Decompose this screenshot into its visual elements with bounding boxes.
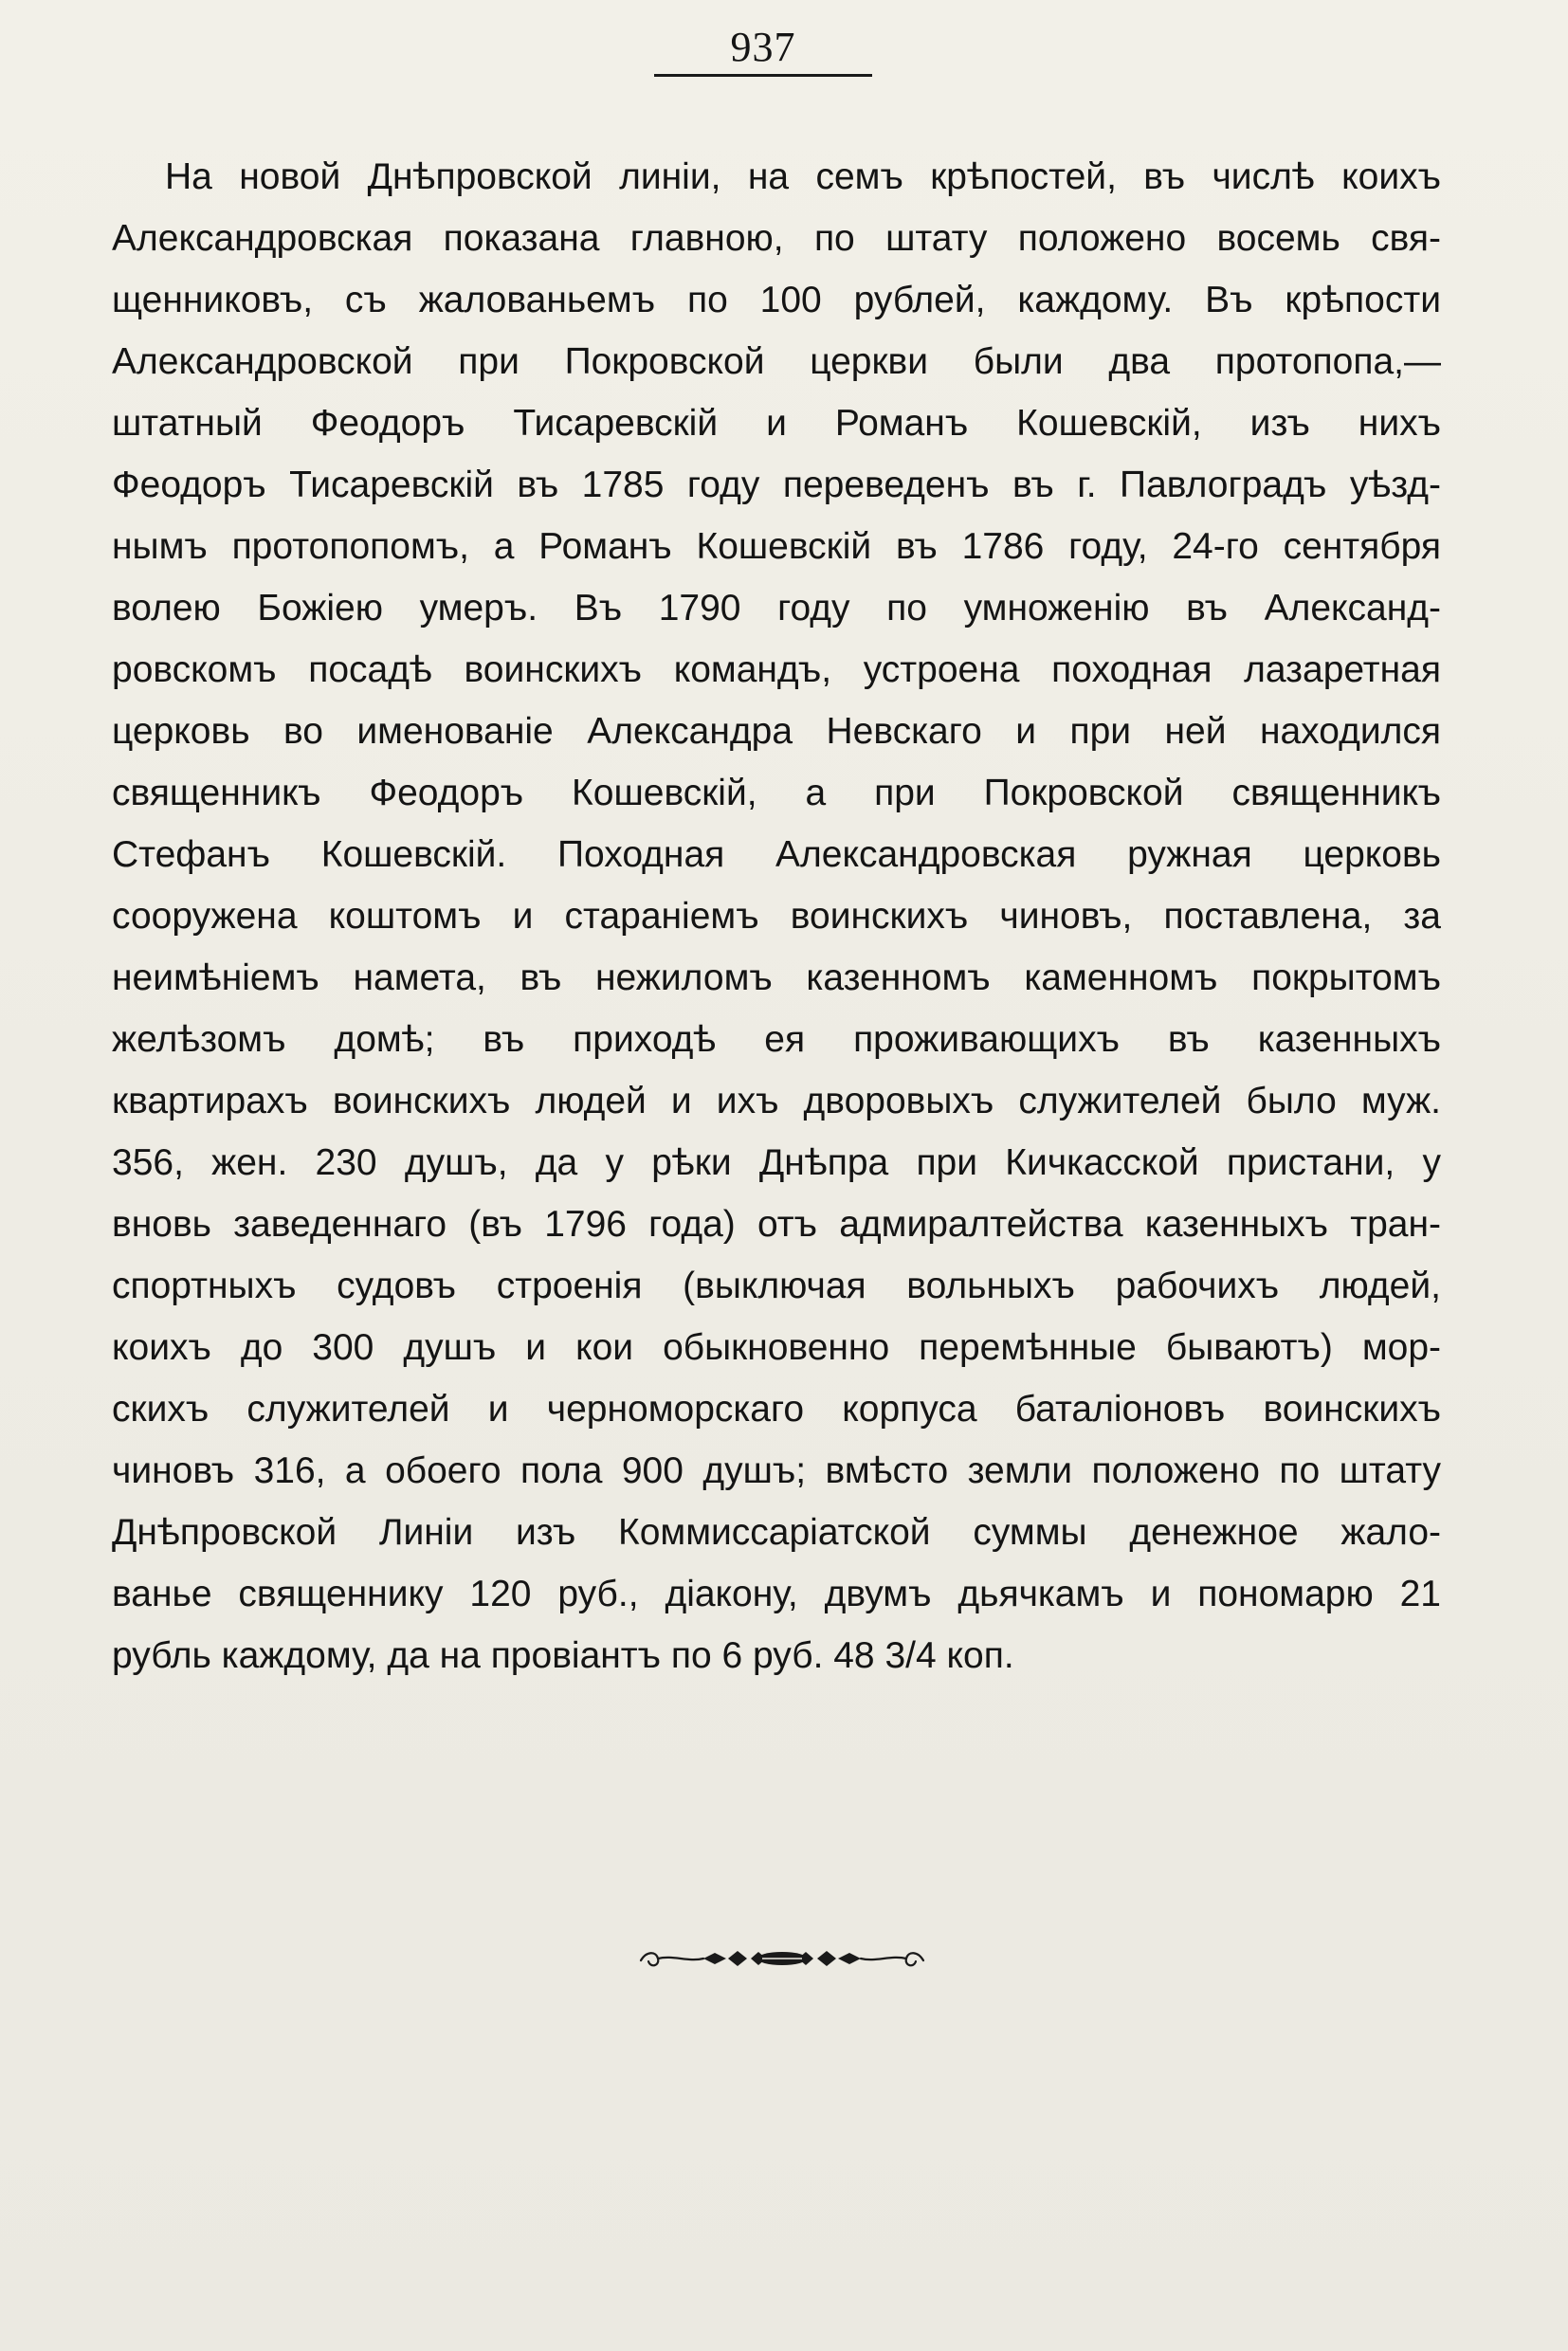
text-line: На новой Днѣпровской линіи, на семъ крѣпостей, въ числѣ коихъ [165, 156, 1441, 197]
text-line: коихъ до 300 душъ и кои обыкновенно перемѣнные бываютъ) мор- [112, 1327, 1441, 1368]
text-line: Александровской при Покровской церкви были два протопопа,— [112, 341, 1441, 382]
page-number-rule [654, 74, 872, 77]
text-line: щенниковъ, съ жалованьемъ по 100 рублей, каждому. Въ крѣпости [112, 280, 1441, 320]
text-line: вновь заведеннаго (въ 1796 года) отъ адмиралтейства казенныхъ тран- [112, 1204, 1441, 1245]
text-line: желѣзомъ домѣ; въ приходѣ ея проживающихъ въ казенныхъ [112, 1019, 1441, 1060]
text-line: квартирахъ воинскихъ людей и ихъ дворовыхъ служителей было муж. [112, 1081, 1441, 1121]
text-line: Александровская показана главною, по штату положено восемь свя- [112, 218, 1441, 259]
tailpiece-ornament-icon [635, 1941, 929, 1976]
text-line: скихъ служителей и черноморскаго корпуса баталіоновъ воинскихъ [112, 1389, 1441, 1430]
text-line: Феодоръ Тисаревскій въ 1785 году переведенъ въ г. Павлоградъ уѣзд- [112, 465, 1441, 505]
text-line: рубль каждому, да на провіантъ по 6 руб. 48 3/4 коп. [112, 1635, 1014, 1676]
text-line: нымъ протопопомъ, а Романъ Кошевскій въ 1786 году, 24-го сентября [112, 526, 1441, 567]
text-line: неимѣніемъ намета, въ нежиломъ казенномъ каменномъ покрытомъ [112, 957, 1441, 998]
text-line: волею Божіею умеръ. Въ 1790 году по умноженію въ Александ- [112, 588, 1441, 629]
text-line: Днѣпровской Линіи изъ Коммиссаріатской суммы денежное жало- [112, 1512, 1441, 1553]
text-line: священникъ Феодоръ Кошевскій, а при Покровской священникъ [112, 773, 1441, 813]
text-line: чиновъ 316, а обоего пола 900 душъ; вмѣсто земли положено по штату [112, 1450, 1441, 1491]
text-line: штатный Феодоръ Тисаревскій и Романъ Кошевскій, изъ нихъ [112, 403, 1441, 444]
page-number: 937 [730, 24, 796, 70]
text-line: сооружена коштомъ и стараніемъ воинскихъ чиновъ, поставлена, за [112, 896, 1441, 937]
text-line: ванье священнику 120 руб., діакону, двумъ дьячкамъ и пономарю 21 [112, 1574, 1441, 1614]
text-line: спортныхъ судовъ строенія (выключая вольныхъ рабочихъ людей, [112, 1266, 1441, 1306]
body-paragraph [112, 146, 1441, 1686]
text-line: Стефанъ Кошевскій. Походная Александровская ружная церковь [112, 834, 1441, 875]
text-line: ровскомъ посадѣ воинскихъ командъ, устроена походная лазаретная [112, 649, 1441, 690]
text-line: церковь во именованіе Александра Невскаго и при ней находился [112, 711, 1441, 752]
text-line: 356, жен. 230 душъ, да у рѣки Днѣпра при Кичкасской пристани, у [112, 1142, 1441, 1183]
